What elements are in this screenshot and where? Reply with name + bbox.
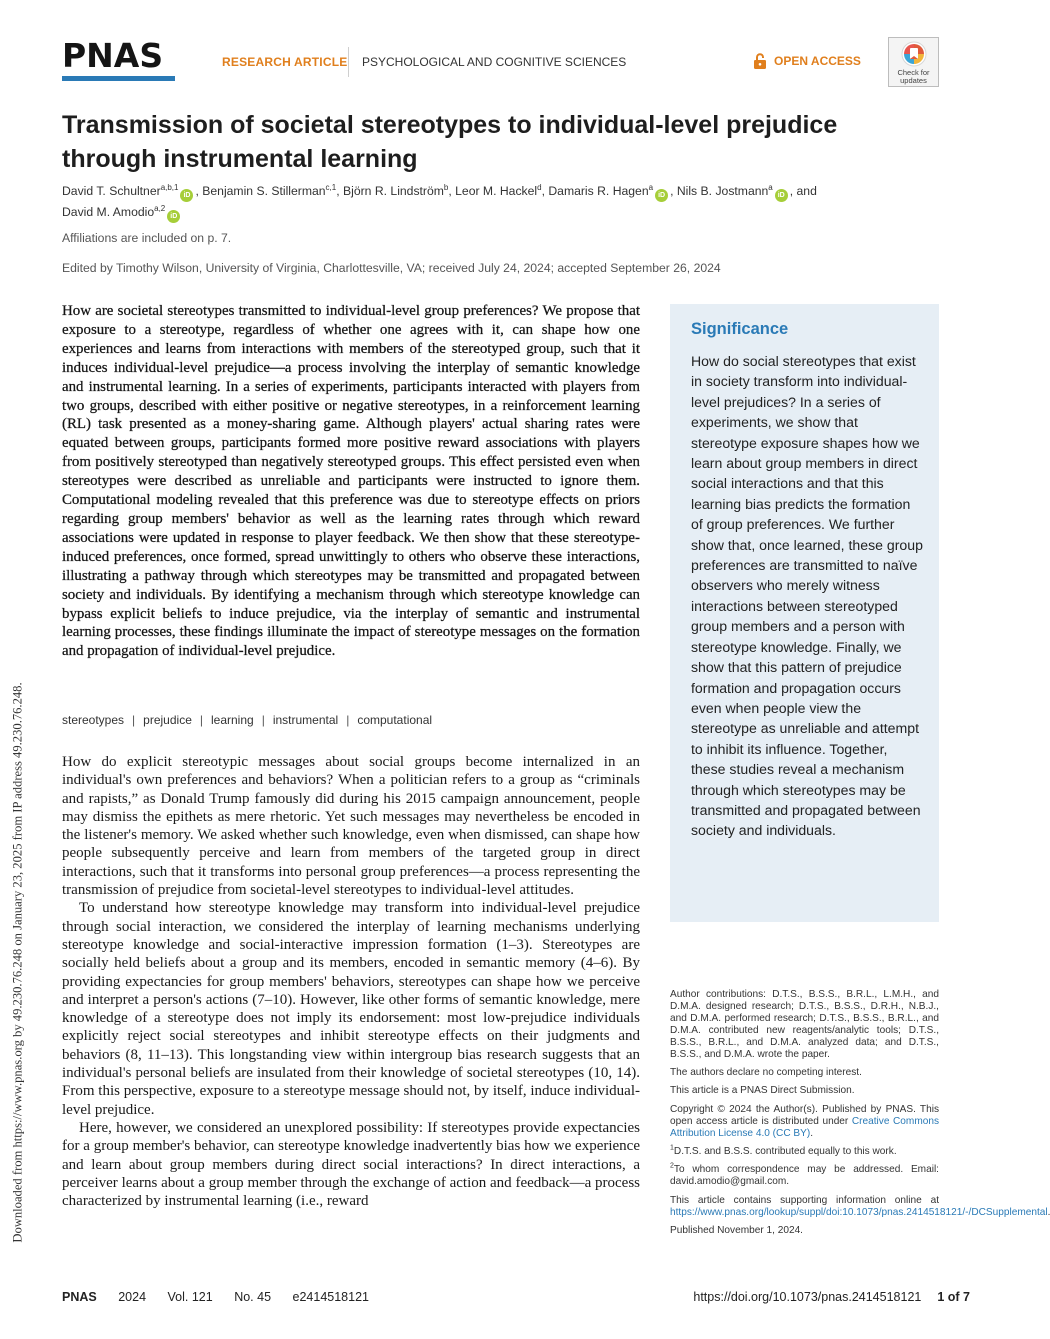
footer-volume: Vol. 121 bbox=[167, 1290, 213, 1304]
footer-year: 2024 bbox=[118, 1290, 147, 1304]
footer-right bbox=[693, 1290, 970, 1304]
body-text bbox=[62, 753, 640, 1210]
author[interactable] bbox=[62, 184, 195, 198]
author-affiliation-mark: a bbox=[648, 182, 654, 192]
article-notes bbox=[670, 989, 1048, 1243]
author-name: David T. Schultner bbox=[62, 184, 161, 198]
subject-field[interactable]: PSYCHOLOGICAL AND COGNITIVE SCIENCES bbox=[362, 55, 627, 69]
author-name: Nils B. Jostmann bbox=[676, 184, 769, 198]
keyword[interactable]: prejudice bbox=[143, 713, 192, 727]
download-side-note bbox=[10, 642, 27, 1282]
footer-doi-link[interactable]: https://doi.org/10.1073/pnas.2414518121 bbox=[693, 1290, 922, 1304]
footnote-1-text: D.T.S. and B.S.S. contributed equally to this work. bbox=[673, 1145, 897, 1157]
footnote-2-text: To whom correspondence may be addressed. Email: david.amodio@gmail.com. bbox=[670, 1164, 939, 1188]
body-paragraph: How do explicit stereotypic messages about social groups become internalized in an individual's own preferences and behaviors? When a politician refers to a group as “criminals and rapists,” as Donald Trump famously did during his 2015 campaign announcement, people may dismiss the epithets as mere rhetoric. Yet such messages may nevertheless be encoded in the listener's memory. We asked whether such knowledge, even when dismissed, can shape how people subsequently perceive and learn from members of the targeted group in direct interactions, such that it transforms into personal group preferences—a process representing the transmission of prejudice from societal-level stereotypes to individual-level attitudes. bbox=[62, 754, 640, 899]
footnote-1-mark: 1 bbox=[670, 1144, 674, 1152]
keyword[interactable]: computational bbox=[357, 713, 433, 727]
keyword-separator: | bbox=[132, 713, 136, 727]
orcid-icon[interactable]: iD bbox=[167, 210, 180, 223]
supporting-info bbox=[670, 1194, 1048, 1219]
author-name: Leor M. Hackel bbox=[455, 184, 538, 198]
keyword-separator: | bbox=[199, 713, 203, 727]
header-divider bbox=[348, 47, 349, 77]
check-updates-label: Check for updates bbox=[897, 68, 930, 85]
keyword[interactable]: stereotypes bbox=[62, 713, 125, 727]
body-paragraph: Here, however, we considered an unexplored possibility: If stereotypes provide expectancies for a group member's behavior, can stereotype knowledge inadvertently bias how we experience and learn about group members during direct social interactions? In direct interactions, a perceiver learns about a group member through the exchange of action and feedback—a process characterized by instrumental learning (i.e., reward bbox=[62, 1119, 640, 1210]
footer-citation bbox=[62, 1290, 387, 1304]
author-affiliation-mark: a,b,1 bbox=[160, 182, 179, 192]
keyword-separator: | bbox=[346, 713, 350, 727]
footer-number: No. 45 bbox=[234, 1290, 272, 1304]
author-affiliation-mark: b bbox=[443, 182, 449, 192]
logo-text: PNAS bbox=[62, 36, 164, 75]
article-title: Transmission of societal stereotypes to individual-level prejudice through instrumental learning bbox=[62, 111, 838, 173]
published-date: Published November 1, 2024. bbox=[670, 1225, 803, 1236]
abstract: How are societal stereotypes transmitted to individual-level group preferences? We propose that exposure to a stereotype, regardless of whether one agrees with it, can shape how one experiences and learns from interactions with members of the stereotyped group, such that it induces individual-level prejudice—a process involving the interplay of semantic knowledge and instrumental learning. In a series of experiments, participants interacted with players from two groups, described with either positive or negative stereotypes, in a reinforcement learning (RL) task presented as a money-sharing game. Although players' actual sharing rates were equated between groups, participants formed more positive reward associations with players from positively stereotyped than negatively stereotyped groups. This effect persisted even when stereotypes were described as unreliable and participants were instructed to ignore them. Computational modeling revealed that this preference was due to stereotype effects on priors regarding group members' behavior as well as the learning rates through which reward associations were updated in response to player feedback. We then show that these stereotype-induced preferences, once formed, spread unwittingly to others who observe these interactions, illustrating a pathway through which stereotypes may be transmitted and propagated between society and individuals. By identifying a mechanism through which stereotype knowledge can bypass explicit beliefs to induce prejudice, via the interplay of semantic and instrumental learning processes, these findings illuminate the impact of stereotype messages on the formation and propagation of individual-level prejudice. bbox=[62, 303, 640, 660]
footer-article-id: e2414518121 bbox=[292, 1290, 369, 1304]
supporting-text: This article contains supporting information online at bbox=[670, 1194, 939, 1206]
author-affiliation-mark: c,1 bbox=[325, 182, 337, 192]
author[interactable] bbox=[343, 184, 448, 198]
body-paragraph: To understand how stereotype knowledge may transform into individual-level prejudice through social interaction, we considered the interplay of learning mechanisms underlying stereotype knowledge and social-interactive impression formation (1–3). Stereotypes are socially held beliefs about a group and its members, encoded in semantic memory (4–6). By providing expectancies for group members' behaviors, stereotypes can shape how we perceive and interpret a person's actions (7–10). However, like other forms of semantic knowledge, mere knowledge of a stereotype does not imply its endorsement: most low-prejudice individuals explicitly reject social stereotypes and inhibit stereotype effects on their judgments and behaviors (8, 11–13). This longstanding view within intergroup bias research suggests that an individual's personal beliefs are insulated from their knowledge of societal stereotypes (10, 14). From this perspective, exposure to a stereotype message should not, by itself, induce individual-level prejudice. bbox=[62, 900, 640, 1118]
editor-info: Edited by Timothy Wilson, University of Virginia, Charlottesville, VA; received July 24, 2024; accepted September 26, 2024 bbox=[62, 261, 721, 275]
open-lock-icon bbox=[753, 53, 767, 69]
affiliations-note: Affiliations are included on p. 7. bbox=[62, 231, 232, 245]
copyright-note bbox=[670, 1104, 939, 1140]
author-name: Björn R. Lindström bbox=[343, 184, 444, 198]
orcid-icon[interactable]: iD bbox=[775, 189, 788, 202]
keyword[interactable]: instrumental bbox=[272, 713, 339, 727]
keyword-separator: | bbox=[261, 713, 265, 727]
author-affiliation-mark: a,2 bbox=[154, 203, 166, 213]
author-contributions: Author contributions: D.T.S., B.S.S., B.R.L., L.M.H., and D.M.A. designed research; D.T.S., B.S.S., D.R.H., N.B.J., and D.M.A. performed research; D.T.S., B.S.S., B.R.L., and D.M.A. contributed new reagents/analytic tools; D.T.S., B.S.S., B.R.L., and D.M.A. analyzed data; and D.T.S., B.S.S., and D.M.A. wrote the paper. bbox=[670, 989, 939, 1060]
author[interactable] bbox=[202, 184, 336, 198]
footnote-1 bbox=[670, 1146, 939, 1158]
author-list: David T. Schultner$^{a,b,1}$iD , Benjamin S. Stillerman$^{c,1}$, Björn R. Lindström$^b$, Leor M. Hackel$^d$, Damaris R. Hagen$^a$iD , Nils B. Jostmann$^a$iD , and David M. Amodio$^{a,2}$iD bbox=[62, 181, 842, 223]
orcid-icon[interactable]: iD bbox=[655, 189, 668, 202]
check-for-updates-button[interactable] bbox=[888, 37, 939, 87]
author-affiliation-mark: a bbox=[768, 182, 773, 192]
copyright-end: . bbox=[810, 1127, 814, 1139]
competing-interest: The authors declare no competing interest. bbox=[670, 1066, 862, 1078]
significance-title: Significance bbox=[691, 320, 789, 338]
author-name: Damaris R. Hagen bbox=[548, 184, 649, 198]
logo-underline bbox=[62, 76, 175, 81]
significance-text: How do social stereotypes that exist in society transform into individual-level prejudices? In a series of experiments, we show that stereotype exposure shapes how we learn about group members in direct social interactions and that this learning bias predicts the formation of group preferences. We further show that, once learned, these group preferences are transmitted to naïve observers who merely witness interactions between stereotyped group members and a person with stereotype knowledge. Finally, we show that this pattern of prejudice formation and propagation occurs even when people view the stereotype as unreliable and attempt to inhibit its influence. Together, these studies reveal a mechanism through which stereotypes may be transmitted and propagated between society and individuals. bbox=[691, 353, 923, 839]
supporting-link[interactable]: https://www.pnas.org/lookup/suppl/doi:10.1073/pnas.2414518121/-/DCSupplemental bbox=[670, 1206, 1048, 1218]
author-name: Benjamin S. Stillerman bbox=[202, 184, 326, 198]
download-note-text: Downloaded from https://www.pnas.org by 49.230.76.248 on January 23, 2025 from IP address 49.230.76.248. bbox=[11, 681, 25, 1243]
author[interactable] bbox=[548, 184, 670, 198]
submission-note: This article is a PNAS Direct Submission. bbox=[670, 1085, 855, 1097]
page-footer bbox=[62, 1290, 970, 1304]
significance-box bbox=[670, 304, 939, 922]
keywords-list bbox=[62, 713, 432, 727]
open-access-label: OPEN ACCESS bbox=[774, 54, 861, 68]
footer-page-number: 1 of 7 bbox=[937, 1290, 970, 1304]
open-access-badge[interactable] bbox=[753, 53, 861, 69]
footer-journal: PNAS bbox=[62, 1290, 97, 1304]
author[interactable] bbox=[455, 184, 541, 198]
pnas-logo[interactable] bbox=[62, 38, 176, 81]
footnote-2-mark: 2 bbox=[670, 1163, 674, 1171]
license-link[interactable]: Creative Commons Attribution License 4.0 (CC BY) bbox=[670, 1115, 940, 1139]
crossmark-icon bbox=[901, 41, 927, 67]
author[interactable] bbox=[62, 205, 182, 219]
article-type[interactable]: RESEARCH ARTICLE bbox=[222, 55, 348, 69]
orcid-icon[interactable]: iD bbox=[180, 189, 193, 202]
keyword[interactable]: learning bbox=[211, 713, 254, 727]
author-name: David M. Amodio bbox=[62, 205, 155, 219]
footnote-2 bbox=[670, 1164, 939, 1188]
author[interactable] bbox=[677, 184, 790, 198]
author-affiliation-mark: d bbox=[537, 182, 542, 192]
copyright-text: Copyright © 2024 the Author(s). Published by PNAS. This open access article is distributed under bbox=[670, 1103, 939, 1127]
